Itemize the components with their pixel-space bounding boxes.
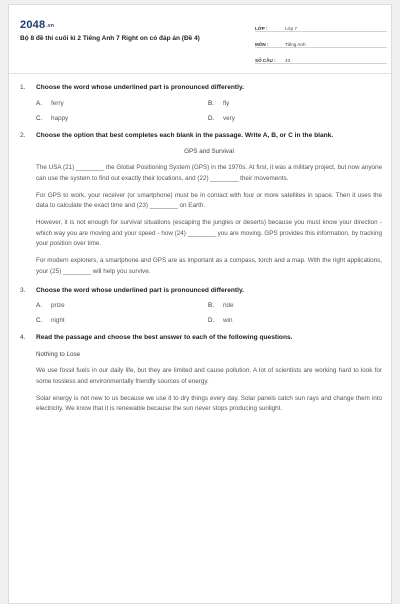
question-2 bbox=[20, 131, 382, 277]
questions-list bbox=[20, 83, 382, 423]
option-letter: C. bbox=[36, 114, 43, 122]
document-page bbox=[8, 4, 392, 604]
option-a[interactable] bbox=[36, 302, 208, 309]
option-letter: D. bbox=[208, 317, 215, 325]
reading-passage bbox=[36, 147, 382, 277]
question-prompt: Read the passage and choose the best answer to each of the following questions. bbox=[36, 334, 293, 342]
meta-value: Lớp 7 bbox=[285, 26, 297, 31]
reading-passage bbox=[36, 350, 382, 414]
question-prompt: Choose the option that best completes each blank in the passage. Write A, B, or C in the blank. bbox=[36, 131, 334, 139]
meta-value: Tiếng Anh bbox=[285, 42, 306, 47]
option-letter: C. bbox=[36, 317, 43, 325]
question-4 bbox=[20, 333, 382, 414]
header-divider bbox=[9, 73, 392, 74]
question-number: 1. bbox=[20, 84, 26, 91]
logo-main: 2048 bbox=[20, 19, 46, 31]
option-word: prize bbox=[51, 302, 65, 310]
document-meta bbox=[255, 18, 387, 66]
passage-paragraph: For modern explorers, a smartphone and GPS are as important as a compass, torch and a map. With the right applications, your (25) ________ will help you survive. bbox=[36, 257, 382, 275]
option-letter: B. bbox=[208, 302, 214, 310]
question-number: 2. bbox=[20, 131, 26, 139]
option-word: ferry bbox=[51, 99, 64, 107]
option-word: win bbox=[223, 317, 233, 325]
passage-paragraph: Solar energy is not new to us because we use it to dry things every day. Solar panels catch sun rays and change them into electricity. We know that it is renewable because the sun never stops producing sunlight. bbox=[36, 394, 382, 413]
option-c[interactable] bbox=[36, 317, 208, 324]
option-d[interactable] bbox=[208, 115, 380, 122]
question-number: 3. bbox=[20, 286, 26, 294]
passage-paragraph: We use fossil fuels in our daily life, but they are limited and cause pollution. A lot of scientists are working hard to look for some lossless and environmentally friendly sources of energy. bbox=[36, 367, 382, 385]
passage-paragraph: For GPS to work, your receiver (or smartphone) must be in contact with four or more satellites in space. Then it uses the data to calculate the exact time and (23) ________ on Earth. bbox=[36, 191, 382, 210]
passage-title: GPS and Survival bbox=[184, 148, 234, 155]
option-word: ride bbox=[223, 302, 234, 310]
meta-row-count bbox=[255, 50, 387, 64]
answer-options bbox=[36, 302, 382, 324]
passage-paragraph: However, it is not enough for survival situations (escaping the jungles or deserts) because you must know your direction - which way you are moving and your speed - how (24) ________ you are moving. GPS provides this information, by tracking your position over time. bbox=[36, 219, 382, 248]
option-c[interactable] bbox=[36, 115, 208, 122]
question-3 bbox=[20, 286, 382, 325]
option-word: night bbox=[51, 317, 65, 325]
question-prompt: Choose the word whose underlined part is pronounced differently. bbox=[36, 84, 244, 91]
passage-paragraph: The USA (21) ________ the Global Positioning System (GPS) in the 1970s. At first, it was a military project, but now anyone can use the system to find out exactly their locations, and (22) ________ their movements. bbox=[36, 164, 382, 182]
option-b[interactable] bbox=[208, 302, 380, 309]
meta-label: SỐ CÂU : bbox=[255, 58, 276, 63]
option-letter: D. bbox=[208, 114, 215, 122]
document-title: Bộ 8 đề thi cuối kì 2 Tiếng Anh 7 Right on có đáp án (Đề 4) bbox=[20, 35, 200, 42]
meta-label: MÔN : bbox=[255, 42, 269, 47]
option-word: fly bbox=[223, 99, 230, 107]
question-number: 4. bbox=[20, 334, 26, 342]
option-a[interactable] bbox=[36, 100, 208, 107]
meta-label: LỚP : bbox=[255, 26, 268, 31]
option-letter: A. bbox=[36, 302, 42, 310]
page-header bbox=[9, 5, 391, 71]
meta-value: 43 bbox=[285, 58, 291, 63]
passage-title: Nothing to Lose bbox=[36, 350, 81, 358]
option-word: very bbox=[223, 114, 235, 122]
option-letter: B. bbox=[208, 99, 214, 107]
logo-sub: .vn bbox=[46, 23, 55, 29]
answer-options bbox=[36, 100, 382, 122]
option-letter: A. bbox=[36, 99, 42, 107]
question-1 bbox=[20, 83, 382, 122]
meta-row-class bbox=[255, 18, 387, 32]
question-prompt: Choose the word whose underlined part is pronounced differently. bbox=[36, 286, 244, 294]
option-word: happy bbox=[51, 114, 69, 122]
meta-row-subject bbox=[255, 34, 387, 48]
option-d[interactable] bbox=[208, 317, 380, 324]
option-b[interactable] bbox=[208, 100, 380, 107]
site-logo[interactable] bbox=[20, 19, 54, 31]
